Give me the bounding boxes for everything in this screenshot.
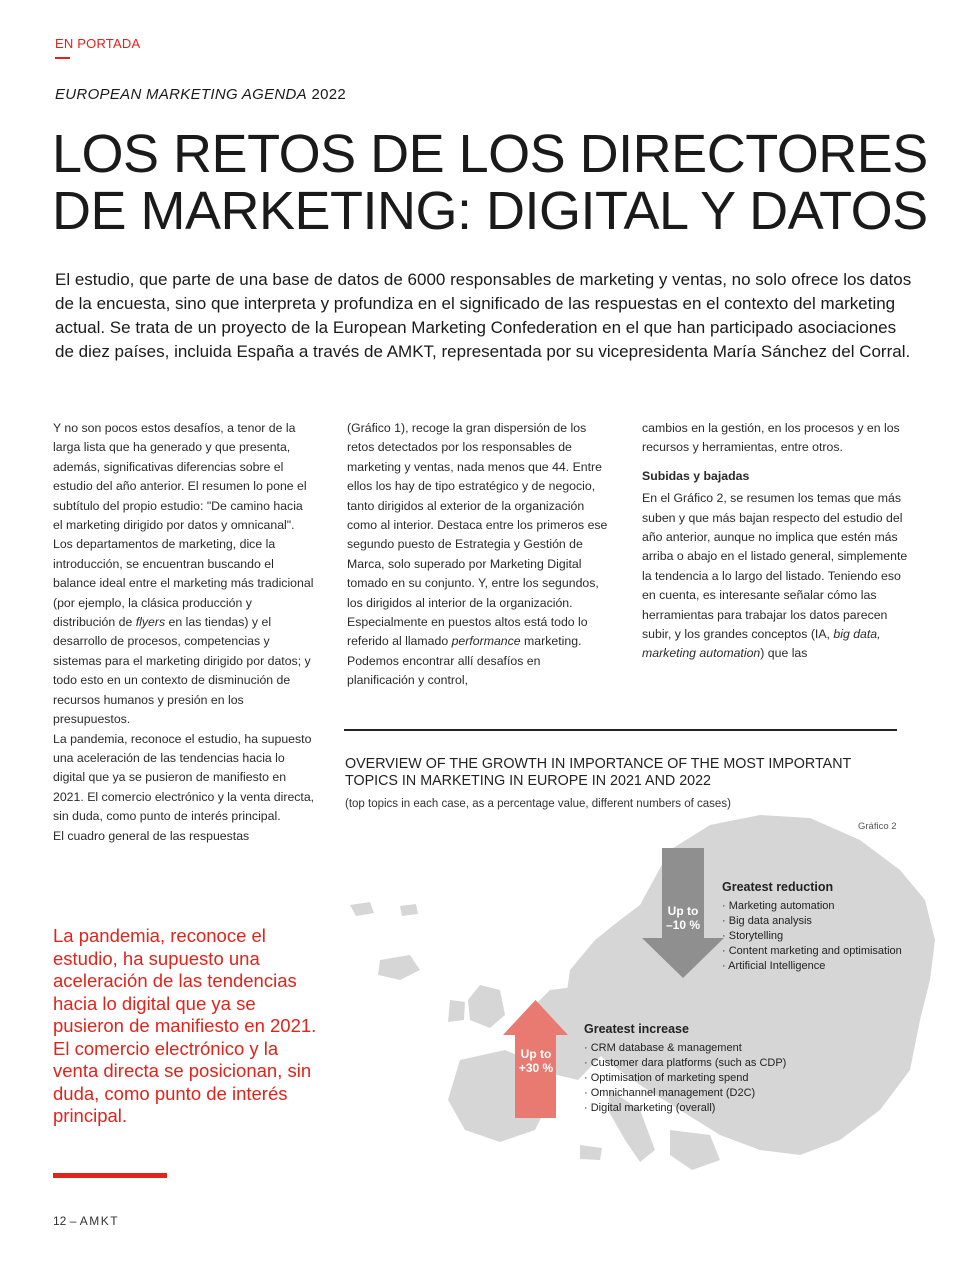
map-landmass <box>350 815 935 1170</box>
body-paragraph <box>642 489 910 664</box>
increase-items <box>584 1041 804 1116</box>
subheading: Subidas y bajadas <box>642 468 750 483</box>
lead-paragraph: El estudio, que parte de una base de datos de 6000 responsables de marketing y ventas, no solo ofrece los datos de la encuesta, sino que interpreta y profundiza en el significado de las respuestas en el contexto del marketing actual. Se trata de un proyecto de la European Marketing Confederation en el que han participado asociaciones de diez países, incluida España a través de AMKT, representada por su vicepresidenta María Sánchez del Corral. <box>55 270 912 361</box>
body-paragraph: Y no son pocos estos desafíos, a tenor de la larga lista que ha generado y que presenta, además, significativas diferencias sobre el estudio del año anterior. El resumen lo pone el subtítulo del propio estudio: "De camino hacia el marketing dirigido por datos y omnicanal". <box>53 421 307 533</box>
body-text: (Gráfico 1), recoge la gran dispersión de los retos detectados por los responsables de marketing y ventas, nada menos que 44. Entre ellos los hay de tipo estratégico y de negocio, tanto dirigidos al exterior de la organización como al interior. Destaca entre los primeros ese segundo puesto de Estrategia y Gestión de Marca, solo superado por Marketing Digital tomado en su conjunto. Y, entre los segundos, los dirigidos al interior de la organización. Especialmente en puestos altos está todo lo referido al llamado <box>347 421 608 649</box>
reduction-list <box>722 880 932 974</box>
list-item: · Storytelling <box>722 929 932 944</box>
list-item: · Marketing automation <box>722 899 932 914</box>
list-item: · Omnichannel management (D2C) <box>584 1086 804 1101</box>
list-item: · Content marketing and optimisation <box>722 944 932 959</box>
body-paragraph <box>53 535 315 729</box>
list-item: · Digital marketing (overall) <box>584 1101 804 1116</box>
figure-number: Gráfico 2 <box>858 821 897 832</box>
body-text: En el Gráfico 2, se resumen los temas que más suben y que más bajan respecto del estudio del año anterior, aunque no implica que estén más arriba o abajo en el listado general, simplemente la tendencia a lo largo del listado. Teniendo eso en cuenta, es interesante señalar cómo las herramientas para trabajar los datos parecen subir, y los grandes conceptos (IA, <box>642 491 908 642</box>
footer-brand: AMKT <box>79 1214 120 1228</box>
kicker-label: EUROPEAN MARKETING AGENDA <box>55 86 307 103</box>
kicker <box>55 86 346 103</box>
figure-top-rule <box>344 729 897 731</box>
body-emphasis: flyers <box>135 615 166 630</box>
footer-accent-rule <box>53 1173 167 1178</box>
list-item: · Optimisation of marketing spend <box>584 1071 804 1086</box>
reduction-items <box>722 899 932 974</box>
body-paragraph <box>347 419 609 691</box>
body-emphasis: big data, marketing automation <box>642 627 881 661</box>
body-column-2 <box>347 419 609 691</box>
body-text: ) que las <box>760 646 808 661</box>
body-column-1 <box>53 419 315 846</box>
figure-subtitle: (top topics in each case, as a percentage value, different numbers of cases) <box>345 798 731 810</box>
page-number: 12 <box>53 1214 67 1228</box>
increase-arrow-line-2: +30 % <box>518 1061 554 1075</box>
body-emphasis: performance <box>451 634 521 649</box>
list-item: · Artificial Intelligence <box>722 959 932 974</box>
increase-arrow-line-1: Up to <box>520 1047 552 1061</box>
reduction-list-title: Greatest reduction <box>722 880 834 894</box>
title-line-2: DE MARKETING: DIGITAL Y DATOS <box>52 181 928 241</box>
list-item: · Big data analysis <box>722 914 932 929</box>
footer-separator: – <box>69 1214 77 1228</box>
section-tag: EN PORTADA <box>55 36 141 51</box>
list-item: · CRM database & management <box>584 1041 804 1056</box>
reduction-arrow-line-2: –10 % <box>665 918 701 932</box>
list-item: · Customer dara platforms (such as CDP) <box>584 1056 804 1071</box>
pull-quote: La pandemia, reconoce el estudio, ha supuesto una aceleración de las tendencias hacia lo digital que ya se pusieron de manifiesto en 2021. El comercio electrónico y la venta directa se posicionan, sin duda, como punto de interés principal. <box>53 925 317 1126</box>
body-text: en las tiendas) y el desarrollo de procesos, competencias y sistemas para el marketing dirigido por datos; y todo esto en un contexto de disminución de recursos humanos y presión en los presupuestos. <box>53 615 311 727</box>
europe-map-graphic <box>340 810 940 1180</box>
body-paragraph: cambios en la gestión, en los procesos y en los recursos y herramientas, entre otros. <box>642 421 900 455</box>
increase-list-title: Greatest increase <box>584 1022 689 1036</box>
reduction-arrow-label <box>653 904 713 932</box>
body-paragraph: El cuadro general de las respuestas <box>53 828 250 843</box>
body-text: Los departamentos de marketing, dice la introducción, se encuentran buscando el balance ideal entre el marketing más tradicional (por ejemplo, la clásica producción y distribución de <box>53 537 314 630</box>
body-paragraph: La pandemia, reconoce el estudio, ha supuesto una aceleración de las tendencias hacia lo digital que ya se pusieron de manifiesto en 2021. El comercio electrónico y la venta directa, sin duda, como punto de interés principal. <box>53 731 315 824</box>
reduction-arrow-line-1: Up to <box>667 904 699 918</box>
section-dash <box>55 57 70 59</box>
increase-list <box>584 1022 804 1116</box>
increase-arrow-label <box>506 1047 566 1075</box>
kicker-year: 2022 <box>311 86 347 103</box>
title-line-1: LOS RETOS DE LOS DIRECTORES <box>52 124 928 184</box>
figure-title: OVERVIEW OF THE GROWTH IN IMPORTANCE OF THE MOST IMPORTANT TOPICS IN MARKETING IN EUROPE IN 2021 AND 2022 <box>345 756 851 789</box>
body-text: marketing. Podemos encontrar allí desafíos en planificación y control, <box>347 634 582 688</box>
page-footer <box>53 1214 119 1228</box>
body-column-3 <box>642 419 910 664</box>
page-title <box>52 126 952 240</box>
